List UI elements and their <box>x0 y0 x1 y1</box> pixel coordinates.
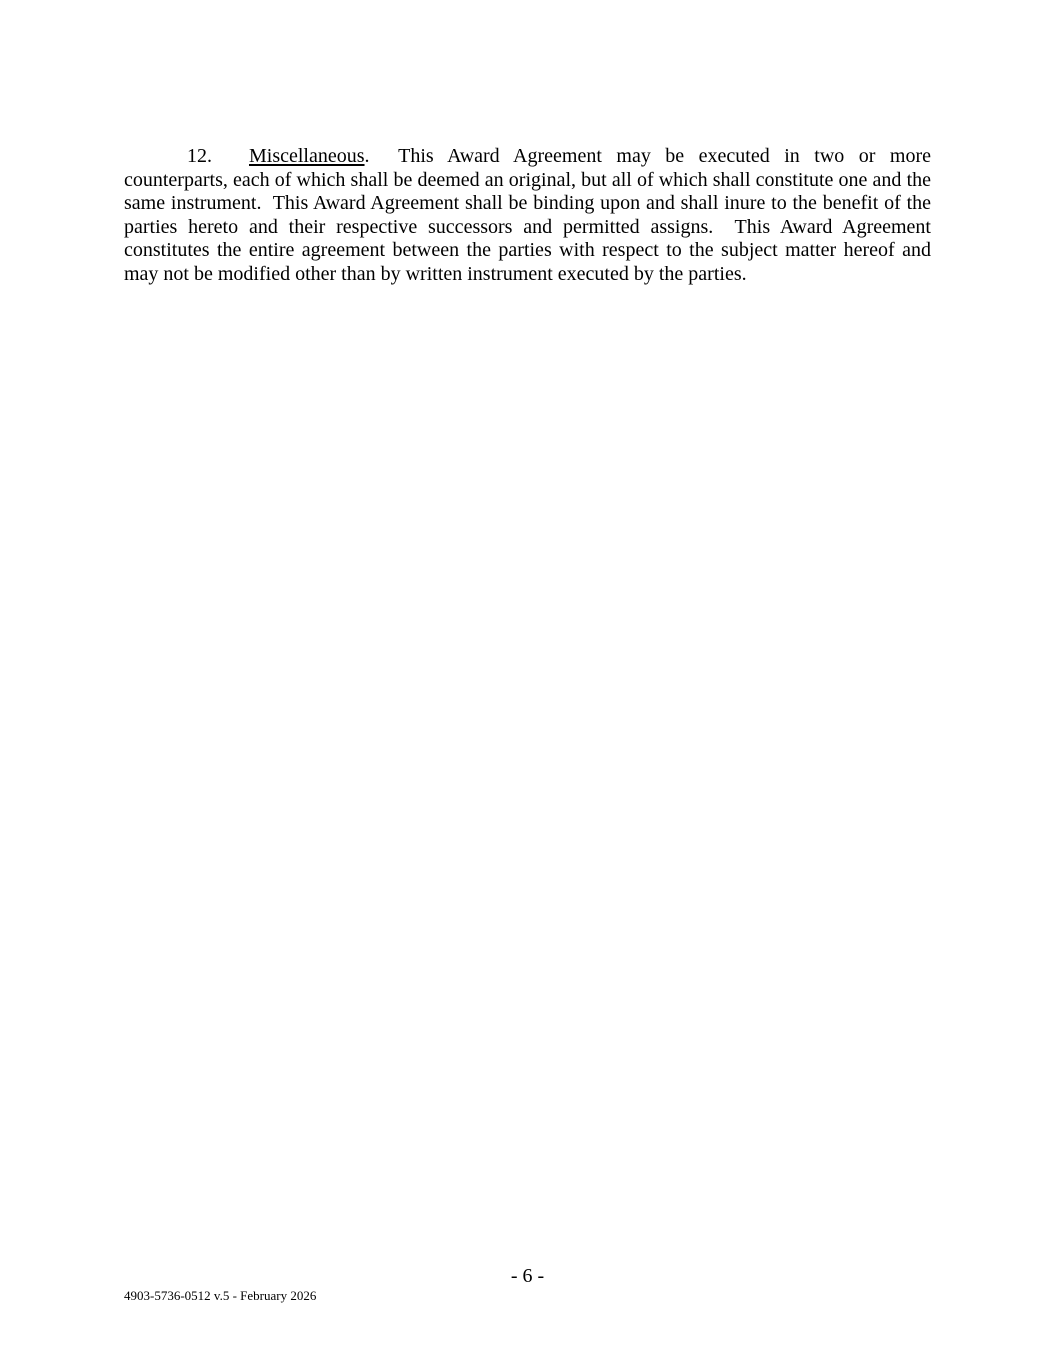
section-body: This Award Agreement may be executed in two or more counterparts, each of which shall be deemed an original, but all of which shall constitute one and the same instrument. This Award Agreement shall be binding upon and shall inure to the benefit of the parties hereto and their respective successors and permitted assigns. This Award Agreement constitutes the entire agreement between the parties with respect to the subject matter hereof and may not be modified other than by written instrument executed by the parties. <box>124 145 936 285</box>
section-12-paragraph <box>124 145 936 287</box>
section-heading-suffix: . <box>364 145 370 167</box>
document-id-footer: 4903-5736-0512 v.5 - February 2026 <box>124 1288 317 1303</box>
page-number: - 6 - <box>510 1265 545 1287</box>
section-heading: Miscellaneous <box>249 145 365 167</box>
section-number: 12. <box>187 145 212 167</box>
